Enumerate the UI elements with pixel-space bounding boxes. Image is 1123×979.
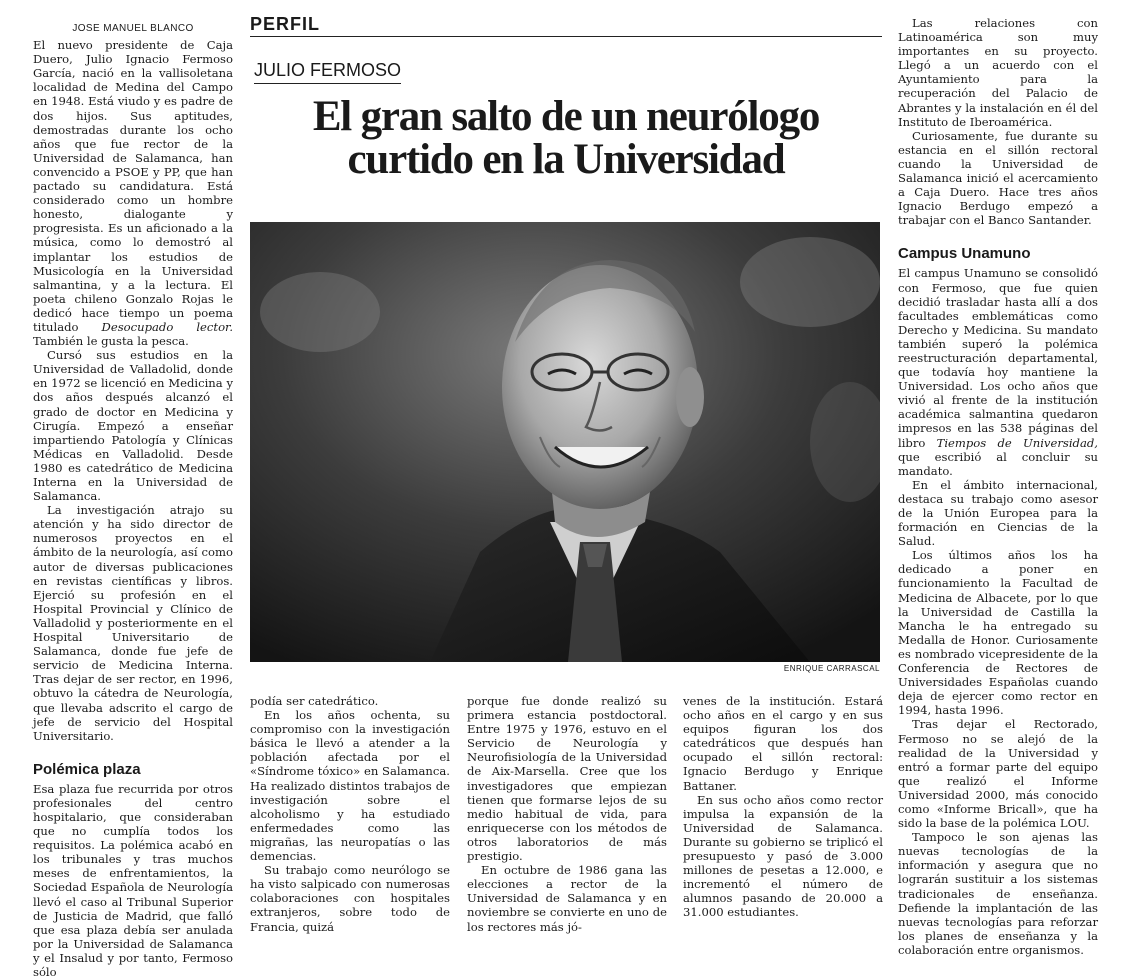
right-paragraph-3: El campus Unamuno se consolidó con Fermoso, que fue quien decidió trasladar hasta allí a dos facultades emblemáticas como Derecho y Medicina. Su mandato también superó la polémica reestructuración departamental, que todavía hoy mantiene la Universidad. Los ocho años que vivió al frente de la institución académica salmantina quedaron impresos en las 538 páginas del libro Tiempos de Universidad, que escribió al concluir su mandato. — [898, 266, 1098, 478]
subhead-campus-unamuno: Campus Unamuno — [898, 245, 1031, 263]
bottom-column-3 — [683, 694, 883, 920]
right-paragraph-1: Las relaciones con Latinoamérica son muy importantes en su proyecto. Llegó a un acuerdo con el Ayuntamiento para la recuperación del Palacio de Abrantes y la instalación en él del Instituto de Iberoamérica. — [898, 16, 1098, 129]
right-paragraph-2: Curiosamente, fue durante su estancia en el sillón rectoral cuando la Universidad de Salamanca inició el acercamiento a Caja Duero. Hace tres años Ignacio Berdugo empezó a trabajar con el Banco Santander. — [898, 128, 1098, 228]
section-divider — [250, 36, 882, 37]
subhead-polemica-plaza: Polémica plaza — [33, 760, 141, 778]
portrait-photo — [250, 222, 880, 662]
byline: JOSE MANUEL BLANCO — [72, 23, 194, 34]
b1-paragraph-1: podía ser catedrático. — [250, 694, 379, 708]
left-paragraph-4: Esa plaza fue recurrida por otros profesionales del centro hospitalario, que consideraban que no cumplía todos los requisitos. La polémica acabó en los tribunales y tras muchos meses de enfrentamientos, la Sociedad Española de Neurología llevó el caso al Tribunal Superior de Justicia de Madrid, que falló que esa plaza debía ser anulada por la Universidad de Salamanca y el Insalud y por tanto, Fermoso sólo — [33, 781, 233, 979]
headline — [250, 95, 882, 181]
right-paragraph-7: Tampoco le son ajenas las nuevas tecnologías de la información y asegura que no lograrán sustituir a los sistemas tradicionales de enseñanza. Defiende la implantación de las nuevas tecnologías para reforzar los planes de enseñanza y la colaboración entre organismos. — [898, 830, 1098, 957]
headline-line-1: El gran salto de un neurólogo — [312, 93, 820, 140]
right-paragraph-5: Los últimos años los ha dedicado a poner en funcionamiento la Facultad de Medicina de Albacete, por lo que la Universidad de Castilla la Mancha le ha entregado su Medalla de Honor. Curiosamente es nombrado vicepresidente de la Conferencia de Rectores de Universidades Españolas cuando deja de ejercer como rector en 1994, hasta 1996. — [898, 548, 1098, 718]
bottom-column-1 — [250, 694, 450, 934]
left-column — [33, 22, 233, 979]
b1-paragraph-3: Su trabajo como neurólogo se ha visto salpicado con numerosas colaboraciones con hospitales extranjeros, sobre todo de Francia, quizá — [250, 863, 450, 934]
kicker: JULIO FERMOSO — [254, 60, 401, 84]
b3-paragraph-1: venes de la institución. Estará ocho años en el cargo y en sus equipos figuran los dos catedráticos que después han ocupado el sillón rectoral: Ignacio Berdugo y Enrique Battaner. — [683, 694, 883, 793]
b2-paragraph-1: porque fue donde realizó su primera estancia postdoctoral. Entre 1975 y 1976, estuvo en el Servicio de Neurología y Neurofisiología de la Universidad de Aix-Marsella. Cree que los investigadores que empiezan tienen que formarse lejos de su medio habitual de vida, para enriquecerse con los métodos de otros laboratorios de más prestigio. — [467, 694, 667, 864]
photo-credit: ENRIQUE CARRASCAL — [783, 664, 880, 673]
bottom-column-2 — [467, 694, 667, 934]
b2-paragraph-2: En octubre de 1986 gana las elecciones a rector de la Universidad de Salamanca y en noviembre se convierte en uno de los rectores más jó- — [467, 863, 667, 934]
left-paragraph-1: El nuevo presidente de Caja Duero, Julio Ignacio Fermoso García, nació en la vallisoletana localidad de Medina del Campo en 1948. Está viudo y es padre de dos hijos. Sus aptitudes, demostradas durante los ocho años que fue rector de la Universidad de Salamanca, han convencido a PSOE y PP, que han pactado su candidatura. Está considerado como un hombre honesto, dialogante y progresista. Es un aficionado a la música, como lo demostró al implantar los estudios de Musicología en la Universidad salmantina, y a la lectura. El poeta chileno Gonzalo Rojas le dedicó hace tiempo un poema titulado Desocupado lector. También le gusta la pesca. — [33, 38, 234, 349]
right-column — [898, 16, 1098, 957]
left-paragraph-3: La investigación atrajo su atención y ha sido director de numerosos proyectos en el ámbito de la neurología, así como autor de diversas publicaciones en revistas científicas y libros. Ejerció su profesión en el Hospital Provincial y Clínico de Valladolid y posteriormente en el Hospital Universitario de Salamanca, donde fue jefe de servicio de Medicina Interna. Tras dejar de ser rector, en 1996, obtuvo la cátedra de Neurología, que llevaba adscrito el cargo de jefe de servicio del Hospital Universitario. — [33, 503, 233, 743]
section-label: PERFIL — [250, 14, 321, 34]
right-paragraph-6: Tras dejar el Rectorado, Fermoso no se alejó de la realidad de la Universidad y entró a formar parte del equipo que realizó el Informe Universidad 2000, más conocido como «Informe Bricall», que ha sido la base de la polémica LOU. — [898, 717, 1098, 831]
b1-paragraph-2: En los años ochenta, su compromiso con la investigación básica le llevó a atender a la población afectada por el «Síndrome tóxico» en Salamanca. Ha realizado distintos trabajos de investigación sobre el alcoholismo y ha estudiado enfermedades como las migrañas, las neuropatías o las demencias. — [250, 708, 450, 864]
b3-paragraph-2: En sus ocho años como rector impulsa la expansión de la Universidad de Salamanca. Durante su gobierno se triplicó el presupuesto y pasó de 3.000 millones de pesetas a 12.000, e incrementó el número de alumnos pasando de 20.000 a 31.000 estudiantes. — [683, 792, 883, 920]
headline-line-2: curtido en la Universidad — [347, 136, 785, 183]
right-paragraph-4: En el ámbito internacional, destaca su trabajo como asesor de la Unión Europea para la formación en Ciencias de la Salud. — [898, 477, 1098, 549]
left-paragraph-2: Cursó sus estudios en la Universidad de Valladolid, donde en 1972 se licenció en Medicina y dos años después alcanzó el grado de doctor en Medicina y Cirugía. Empezó a enseñar impartiendo Patología y Clínicas Médicas en Valladolid. Desde 1980 es catedrático de Medicina Interna en la Universidad de Salamanca. — [33, 348, 233, 504]
